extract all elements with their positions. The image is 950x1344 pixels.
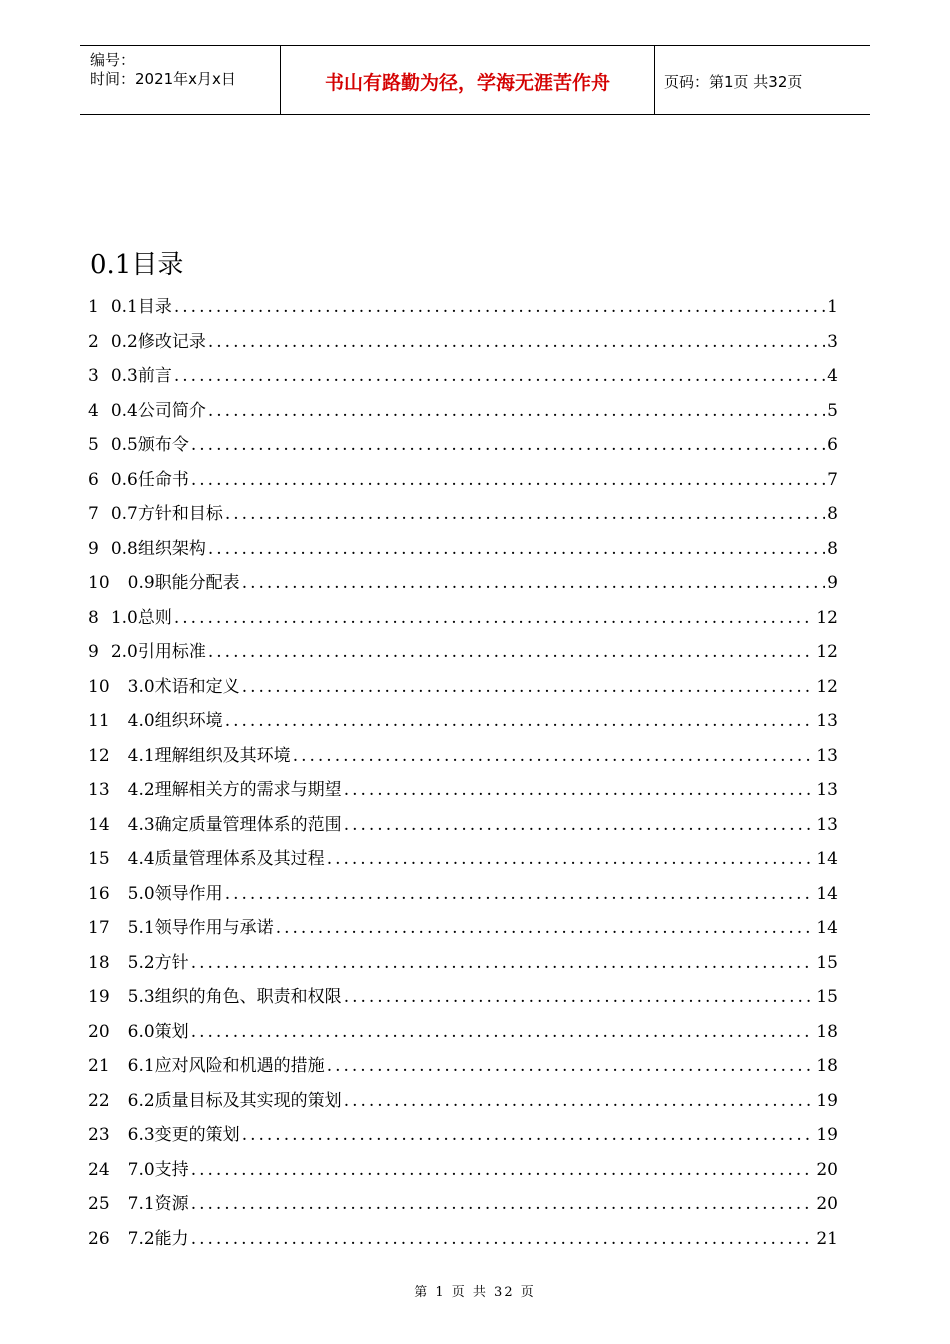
toc-dot-leader	[191, 1194, 815, 1214]
toc-entry[interactable]	[88, 775, 838, 810]
toc-dot-leader	[191, 435, 825, 455]
toc-entry-page-number: 13	[816, 711, 838, 731]
toc-entry-page-number: 12	[816, 676, 838, 697]
toc-dot-leader	[174, 366, 825, 386]
toc-entry-number: 10	[88, 573, 110, 593]
toc-entry-page-number: 18	[816, 1056, 838, 1076]
toc-entry-title: 0.1目录	[110, 297, 172, 317]
toc-entry[interactable]	[88, 1224, 838, 1259]
toc-entry-title: 0.9职能分配表	[127, 573, 240, 593]
toc-entry-number: 2	[88, 331, 99, 352]
toc-entry-title: 6.2质量目标及其实现的策划	[127, 1090, 342, 1111]
toc-entry[interactable]	[88, 361, 838, 396]
toc-entry-number: 15	[88, 849, 110, 869]
toc-entry-number: 4	[88, 400, 99, 421]
header-page-cell	[655, 46, 870, 114]
toc-entry-number: 7	[88, 504, 99, 524]
toc-entry-number: 1	[88, 297, 99, 317]
toc-entry-number: 3	[88, 366, 99, 386]
toc-entry-number: 21	[88, 1056, 110, 1076]
toc-entry-number: 20	[88, 1021, 110, 1042]
toc-entry-title: 6.0策划	[127, 1021, 189, 1042]
toc-entry-title: 5.3组织的角色、职责和权限	[127, 987, 342, 1007]
toc-entry[interactable]	[88, 327, 838, 362]
toc-entry-title: 0.8组织架构	[110, 538, 206, 559]
toc-entry[interactable]	[88, 568, 838, 603]
toc-entry-number: 26	[88, 1228, 110, 1249]
toc-entry-number: 16	[88, 883, 110, 904]
toc-dot-leader	[344, 1091, 815, 1111]
toc-entry-title: 7.0支持	[127, 1159, 189, 1180]
toc-entry-page-number: 9	[827, 573, 838, 593]
toc-entry-page-number: 3	[827, 331, 838, 352]
toc-entry-page-number: 1	[827, 297, 838, 317]
toc-entry-title: 6.1应对风险和机遇的措施	[127, 1056, 325, 1076]
toc-entry[interactable]	[88, 396, 838, 431]
header-page-info: 页码：第1页 共32页	[664, 73, 803, 91]
toc-entry-title: 4.0组织环境	[127, 711, 223, 731]
toc-dot-leader	[174, 297, 825, 317]
toc-dot-leader	[208, 539, 825, 559]
toc-dot-leader	[293, 746, 815, 766]
toc-entry[interactable]	[88, 706, 838, 741]
header-motto: 书山有路勤为径，学海无涯苦作舟	[324, 72, 610, 94]
toc-entry-title: 0.5颁布令	[110, 435, 189, 455]
toc-entry[interactable]	[88, 1017, 838, 1052]
toc-entry-number: 9	[88, 642, 99, 662]
toc-entry-page-number: 8	[827, 538, 838, 559]
toc-entry-page-number: 5	[827, 400, 838, 421]
toc-dot-leader	[191, 470, 825, 490]
toc-entry-page-number: 8	[827, 504, 838, 524]
toc-dot-leader	[242, 1125, 815, 1145]
toc-entry-page-number: 20	[816, 1159, 838, 1180]
toc-dot-leader	[344, 987, 815, 1007]
toc-entry-page-number: 21	[816, 1228, 838, 1249]
toc-entry-page-number: 12	[816, 642, 838, 662]
toc-entry-number: 11	[88, 711, 110, 731]
toc-entry-number: 5	[88, 435, 99, 455]
toc-dot-leader	[191, 1022, 815, 1042]
toc-entry-page-number: 7	[827, 469, 838, 490]
toc-entry-number: 6	[88, 469, 99, 490]
toc-entry-title: 4.3确定质量管理体系的范围	[127, 814, 342, 835]
toc-entry[interactable]	[88, 1086, 838, 1121]
toc-entry-title: 0.2修改记录	[110, 331, 206, 352]
toc-entry[interactable]	[88, 603, 838, 638]
toc-entry-number: 25	[88, 1194, 110, 1214]
toc-entry[interactable]	[88, 292, 838, 327]
toc-entry-number: 12	[88, 745, 110, 766]
toc-entry[interactable]	[88, 948, 838, 983]
toc-entry-page-number: 6	[827, 435, 838, 455]
toc-entry[interactable]	[88, 982, 838, 1017]
toc-entry-title: 1.0总则	[110, 607, 172, 628]
toc-dot-leader	[225, 711, 815, 731]
toc-entry[interactable]	[88, 1051, 838, 1086]
toc-entry-title: 5.2方针	[127, 952, 189, 973]
toc-entry-number: 23	[88, 1125, 110, 1145]
toc-entry-number: 24	[88, 1159, 110, 1180]
page-header	[80, 45, 870, 115]
toc-dot-leader	[208, 642, 814, 662]
toc-entry-number: 10	[88, 676, 110, 697]
document-number-label: 编号：	[90, 51, 136, 69]
toc-entry[interactable]	[88, 637, 838, 672]
toc-entry-number: 19	[88, 987, 110, 1007]
toc-dot-leader	[208, 332, 825, 352]
toc-entry[interactable]	[88, 844, 838, 879]
toc-entry[interactable]	[88, 1155, 838, 1190]
toc-entry-number: 9	[88, 538, 99, 559]
toc-entry-page-number: 13	[816, 780, 838, 800]
toc-entry-title: 3.0术语和定义	[127, 676, 240, 697]
toc-entry-title: 0.3前言	[110, 366, 172, 386]
toc-entry-title: 6.3变更的策划	[127, 1125, 240, 1145]
toc-entry[interactable]	[88, 879, 838, 914]
toc-dot-leader	[225, 884, 815, 904]
header-meta-cell	[80, 46, 281, 114]
toc-dot-leader	[344, 815, 815, 835]
toc-dot-leader	[242, 677, 815, 697]
toc-entry-number: 18	[88, 952, 110, 973]
page-footer: 第 1 页 共 32 页	[414, 1285, 536, 1300]
toc-entry-title: 0.6任命书	[110, 469, 189, 490]
toc-entry-title: 7.2能力	[127, 1228, 189, 1249]
toc-dot-leader	[191, 953, 815, 973]
toc-entry-page-number: 19	[816, 1090, 838, 1111]
toc-entry-page-number: 18	[816, 1021, 838, 1042]
toc-entry-number: 17	[88, 918, 110, 938]
table-of-contents	[88, 292, 838, 1258]
toc-entry-page-number: 13	[816, 814, 838, 835]
toc-entry-page-number: 15	[816, 987, 838, 1007]
toc-entry-title: 2.0引用标准	[110, 642, 206, 662]
toc-entry[interactable]	[88, 741, 838, 776]
toc-entry-page-number: 15	[816, 952, 838, 973]
toc-entry-number: 13	[88, 780, 110, 800]
toc-entry-number: 8	[88, 607, 99, 628]
toc-heading: 0.1目录	[90, 250, 184, 280]
toc-dot-leader	[174, 608, 814, 628]
toc-entry-page-number: 20	[816, 1194, 838, 1214]
document-time-label: 时间：2021年x月x日	[90, 70, 236, 88]
toc-entry-page-number: 4	[827, 366, 838, 386]
toc-entry[interactable]	[88, 672, 838, 707]
toc-entry[interactable]	[88, 1120, 838, 1155]
toc-dot-leader	[327, 849, 815, 869]
toc-dot-leader	[208, 401, 825, 421]
toc-entry[interactable]	[88, 430, 838, 465]
toc-dot-leader	[191, 1160, 815, 1180]
toc-entry-page-number: 14	[816, 883, 838, 904]
toc-entry-page-number: 13	[816, 745, 838, 766]
toc-entry-title: 0.7方针和目标	[110, 504, 223, 524]
toc-dot-leader	[344, 780, 815, 800]
toc-dot-leader	[276, 918, 815, 938]
toc-entry-title: 4.2理解相关方的需求与期望	[127, 780, 342, 800]
toc-entry[interactable]	[88, 810, 838, 845]
toc-entry-page-number: 14	[816, 849, 838, 869]
toc-entry[interactable]	[88, 534, 838, 569]
toc-dot-leader	[225, 504, 825, 524]
toc-entry[interactable]	[88, 1189, 838, 1224]
toc-dot-leader	[327, 1056, 815, 1076]
toc-entry-title: 7.1资源	[127, 1194, 189, 1214]
toc-entry[interactable]	[88, 499, 838, 534]
header-motto-cell	[281, 46, 655, 114]
toc-entry-page-number: 14	[816, 918, 838, 938]
toc-entry-title: 0.4公司简介	[110, 400, 206, 421]
toc-entry[interactable]	[88, 465, 838, 500]
toc-entry-number: 22	[88, 1090, 110, 1111]
toc-entry[interactable]	[88, 913, 838, 948]
toc-dot-leader	[191, 1229, 815, 1249]
toc-entry-number: 14	[88, 814, 110, 835]
toc-dot-leader	[242, 573, 825, 593]
toc-entry-page-number: 12	[816, 607, 838, 628]
toc-entry-title: 5.0领导作用	[127, 883, 223, 904]
toc-entry-title: 5.1领导作用与承诺	[127, 918, 274, 938]
toc-entry-page-number: 19	[816, 1125, 838, 1145]
toc-entry-title: 4.1理解组织及其环境	[127, 745, 291, 766]
toc-entry-title: 4.4质量管理体系及其过程	[127, 849, 325, 869]
